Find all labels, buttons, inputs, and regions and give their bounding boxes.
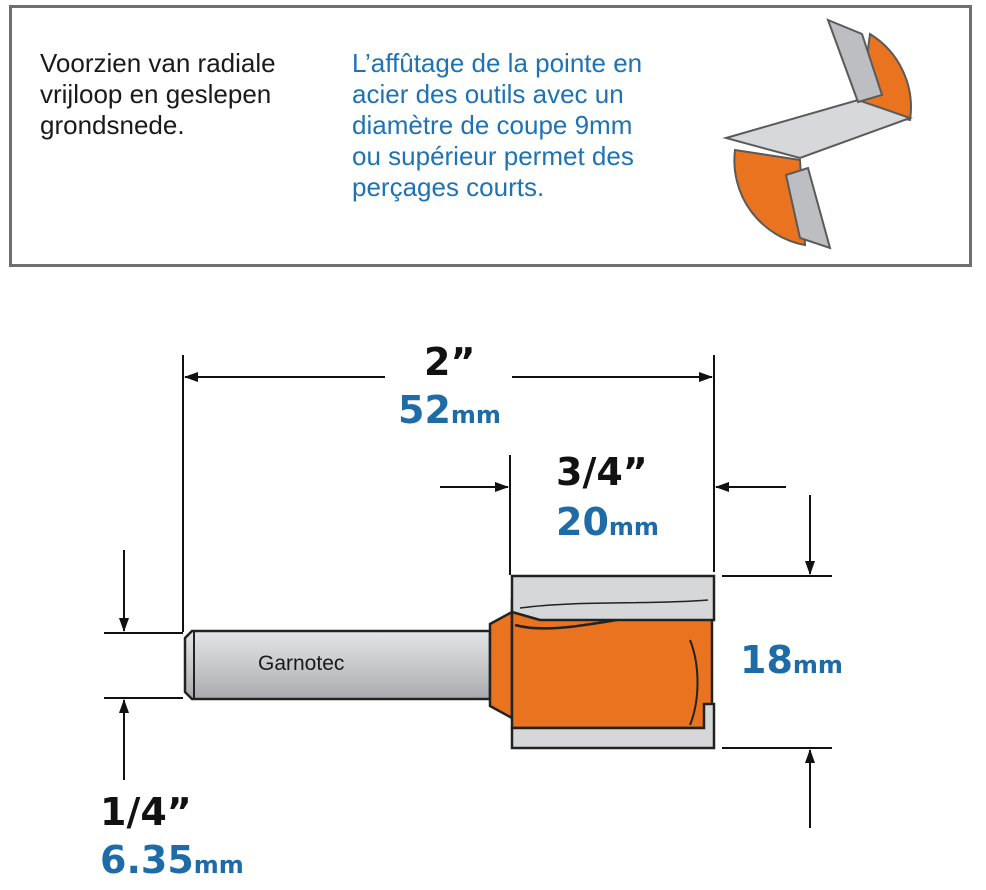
dutch-line-2: vrijloop en geslepen	[40, 79, 272, 109]
french-line-2: acier des outils avec un	[352, 79, 624, 109]
french-line-3: diamètre de coupe 9mm	[352, 110, 633, 140]
shank-diameter-inch: 1/4”	[100, 790, 192, 834]
cutting-diameter-mm-value: 18	[740, 638, 793, 682]
overall-length-inch: 2”	[424, 340, 476, 384]
cutting-length-inch: 3/4”	[556, 450, 648, 494]
overall-length-mm-value: 52	[398, 388, 451, 432]
shank-diameter-mm-value: 6.35	[100, 838, 194, 882]
overall-length-mm-unit: mm	[450, 401, 501, 429]
bit-brand-label: Garnotec	[258, 652, 345, 675]
french-line-1: L’affûtage de la pointe en	[352, 48, 643, 78]
cutting-length-mm	[556, 500, 659, 544]
bit-neck	[490, 612, 512, 718]
dutch-line-3: grondsnede.	[40, 110, 185, 140]
cutting-diameter-mm-unit: mm	[792, 651, 843, 679]
tip-detail-illustration	[726, 20, 911, 248]
bit-top-cutter	[512, 576, 714, 620]
tip-detail-shank-bar	[726, 100, 910, 158]
french-line-4: ou supérieur permet des	[352, 141, 634, 171]
cutting-diameter-mm	[740, 638, 843, 682]
cutting-length-mm-unit: mm	[608, 513, 659, 541]
shank-diameter-mm-unit: mm	[193, 851, 244, 879]
cutting-length-mm-value: 20	[556, 500, 609, 544]
french-line-5: perçages courts.	[352, 172, 545, 202]
dutch-line-1: Voorzien van radiale	[40, 48, 276, 78]
overall-length-mm	[398, 388, 501, 432]
shank-diameter-mm	[100, 838, 244, 882]
